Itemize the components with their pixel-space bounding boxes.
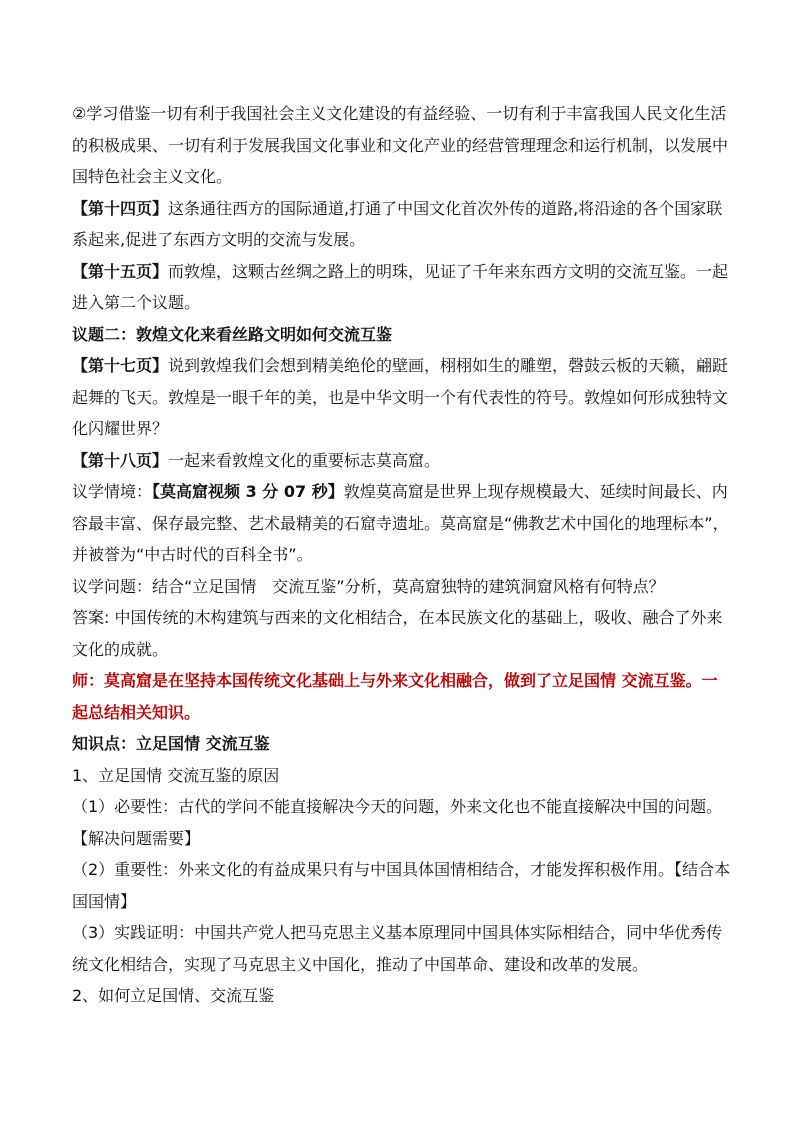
paragraph-page-17-text: 说到敦煌我们会想到精美绝伦的壁画，栩栩如生的雕塑，磬鼓云板的天籁，翩跹起舞的飞天。敦煌是一眼千年的美，也是中华文明一个有代表性的符号。敦煌如何形成独特文化闪耀世界？ (72, 356, 729, 438)
paragraph-learning-question: 议学问题：结合“立足国情 交流互鉴”分析，莫高窟独特的建筑洞窟风格有何特点？ (72, 576, 665, 596)
knowledge-point-heading: 知识点：立足国情 交流互鉴 (72, 734, 270, 753)
paragraph-borrowing: ②学习借鉴一切有利于我国社会主义文化建设的有益经验、一切有利于丰富我国人民文化生活的积极成果、一切有利于发展我国文化事业和文化产业的经营管理理念和运行机制，以发展中国特色社会主义文化。 (72, 104, 729, 186)
paragraph-page-14-text: 这条通往西方的国际通道,打通了中国文化首次外传的道路,将沿途的各个国家联系起来,促进了东西方文明的交流与发展。 (72, 198, 723, 249)
paragraph-page-18 (72, 445, 732, 477)
reason-importance: （2）重要性：外来文化的有益成果只有与中国具体国情相结合，才能发挥积极作用。【结合本国国情】 (72, 860, 731, 911)
page-tag-14: 【第十四页】 (72, 198, 169, 218)
paragraph-page-18-text: 一起来看敦煌文化的重要标志莫高窟。 (168, 450, 441, 470)
learning-context-label: 议学情境： (72, 482, 153, 501)
paragraph-answer: 答案: 中国传统的木构建筑与西来的文化相结合，在本民族文化的基础上，吸收、融合了外来文化的成就。 (72, 608, 723, 659)
teacher-summary: 师：莫高窟是在坚持本国传统文化基础上与外来文化相融合，做到了立足国情 交流互鉴。一起总结相关知识。 (72, 671, 718, 722)
reason-necessity: （1）必要性：古代的学问不能直接解决今天的问题，外来文化也不能直接解决中国的问题。【解决问题需要】 (72, 797, 723, 848)
topic-two-heading: 议题二：敦煌文化来看丝路文明如何交流互鉴 (72, 324, 393, 344)
paragraph-learning-context (72, 476, 732, 571)
paragraph-page-17 (72, 350, 732, 445)
learning-context-text: 敦煌莫高窟是世界上现存规模最大、延续时间最长、内容最丰富、保存最完整、艺术最精美的石窟寺遗址。莫高窟是“佛教艺术中国化的地理标本”，并被誉为“中古时代的百科全书”。 (72, 482, 729, 564)
document-body (72, 98, 732, 1012)
reason-practice: （3）实践证明：中国共产党人把马克思主义基本原理同中国具体实际相结合，同中华优秀传统文化相结合，实现了马克思主义中国化，推动了中国革命、建设和改革的发展。 (72, 923, 723, 974)
how-heading: 2、如何立足国情、交流互鉴 (72, 986, 275, 1005)
paragraph-page-14 (72, 193, 732, 256)
page-tag-18: 【第十八页】 (72, 450, 169, 470)
video-tag: 【莫高窟视频 3 分 07 秒】 (152, 482, 344, 501)
paragraph-page-15 (72, 256, 732, 319)
paragraph-page-15-text: 而敦煌，这颗古丝绸之路上的明珠，见证了千年来东西方文明的交流互鉴。一起进入第二个议题。 (72, 261, 729, 312)
page-tag-17: 【第十七页】 (72, 356, 169, 375)
reason-heading: 1、立足国情 交流互鉴的原因 (72, 765, 280, 785)
page-tag-15: 【第十五页】 (72, 261, 169, 281)
